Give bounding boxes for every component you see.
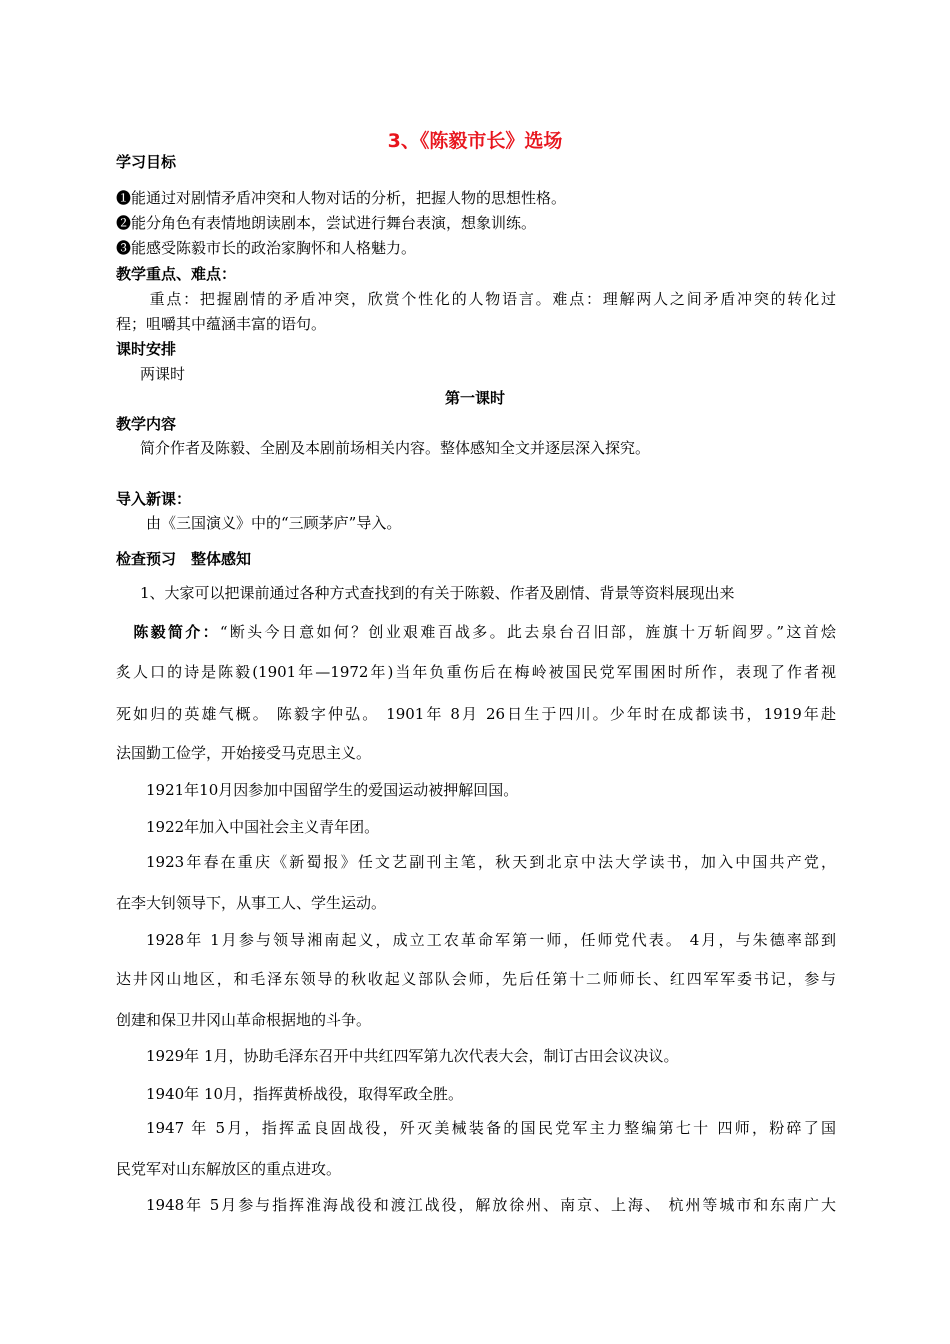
bio-line xyxy=(116,622,836,642)
timeline-entry: 1948年 5月参与指挥淮海战役和渡江战役，解放徐州、南京、上海、 杭州等城市和东南广大 xyxy=(146,1196,836,1214)
bio-first-line-text: “断头今日意如何？创业艰难百战多。此去泉台召旧部，旌旗十万斩阎罗。”这首烩 xyxy=(219,623,836,641)
section-heading-intro: 导入新课： xyxy=(116,490,192,508)
objective-item: ❷能分角色有表情地朗读剧本，尝试进行舞台表演，想象训练。 xyxy=(116,214,537,232)
bio-line: 死如归的英雄气概。 陈毅字仲弘。 1901年 8月 26日生于四川。少年时在成都读书，1919年赴 xyxy=(116,705,836,723)
section-heading-preview: 检查预习 整体感知 xyxy=(116,550,252,568)
section-heading-objectives: 学习目标 xyxy=(116,153,177,171)
lesson-heading: 第一课时 xyxy=(444,389,505,407)
bio-line: 炙人口的诗是陈毅(1901年—1972年)当年负重伤后在梅岭被国民党军围困时所作，表现了作者视 xyxy=(116,663,836,681)
timeline-entry-cont: 达井冈山地区，和毛泽东领导的秋收起义部队会师，先后任第十二师师长、红四军军委书记，参与 xyxy=(116,970,836,988)
timeline-entry: 1940年 10月，指挥黄桥战役，取得军政全胜。 xyxy=(146,1085,464,1103)
preview-item: 1、大家可以把课前通过各种方式查找到的有关于陈毅、作者及剧情、背景等资料展现出来 xyxy=(140,584,735,602)
section-heading-key-points: 教学重点、难点： xyxy=(116,265,237,283)
key-points-line: 重点：把握剧情的矛盾冲突，欣赏个性化的人物语言。难点：理解两人之间矛盾冲突的转化过 xyxy=(116,290,836,308)
timeline-entry: 1929年 1月，协助毛泽东召开中共红四军第九次代表大会，制订古田会议决议。 xyxy=(146,1047,679,1065)
document-title: 3、《陈毅市长》选场 xyxy=(387,130,563,152)
content-text: 简介作者及陈毅、全剧及本剧前场相关内容。整体感知全文并逐层深入探究。 xyxy=(140,439,651,457)
timeline-entry: 1947 年 5月，指挥孟良固战役，歼灭美械装备的国民党军主力整编第七十 四师，粉碎了国 xyxy=(146,1119,836,1137)
objective-item: ❶能通过对剧情矛盾冲突和人物对话的分析，把握人物的思想性格。 xyxy=(116,189,567,207)
timeline-entry: 1923年春在重庆《新蜀报》任文艺副刊主笔，秋天到北京中法大学读书，加入中国共产党， xyxy=(146,853,836,871)
bio-line: 法国勤工俭学，开始接受马克思主义。 xyxy=(116,744,372,762)
timeline-entry: 1922年加入中国社会主义青年团。 xyxy=(146,818,380,836)
schedule-text: 两课时 xyxy=(140,365,186,383)
timeline-entry-cont: 创建和保卫井冈山革命根据地的斗争。 xyxy=(116,1011,372,1029)
key-points-line: 程；咀嚼其中蕴涵丰富的语句。 xyxy=(116,315,327,333)
section-heading-content: 教学内容 xyxy=(116,415,177,433)
objective-item: ❸能感受陈毅市长的政治家胸怀和人格魅力。 xyxy=(116,239,417,257)
intro-text: 由《三国演义》中的“三顾茅庐”导入。 xyxy=(146,514,402,532)
timeline-entry: 1921年10月因参加中国留学生的爱国运动被押解回国。 xyxy=(146,781,519,799)
section-heading-schedule: 课时安排 xyxy=(116,340,177,358)
timeline-entry-cont: 民党军对山东解放区的重点进攻。 xyxy=(116,1160,342,1178)
timeline-entry-cont: 在李大钊领导下，从事工人、学生运动。 xyxy=(116,894,387,912)
bio-label: 陈毅简介： xyxy=(116,623,220,641)
timeline-entry: 1928年 1月参与领导湘南起义，成立工农革命军第一师，任师党代表。 4月，与朱德率部到 xyxy=(146,931,836,949)
